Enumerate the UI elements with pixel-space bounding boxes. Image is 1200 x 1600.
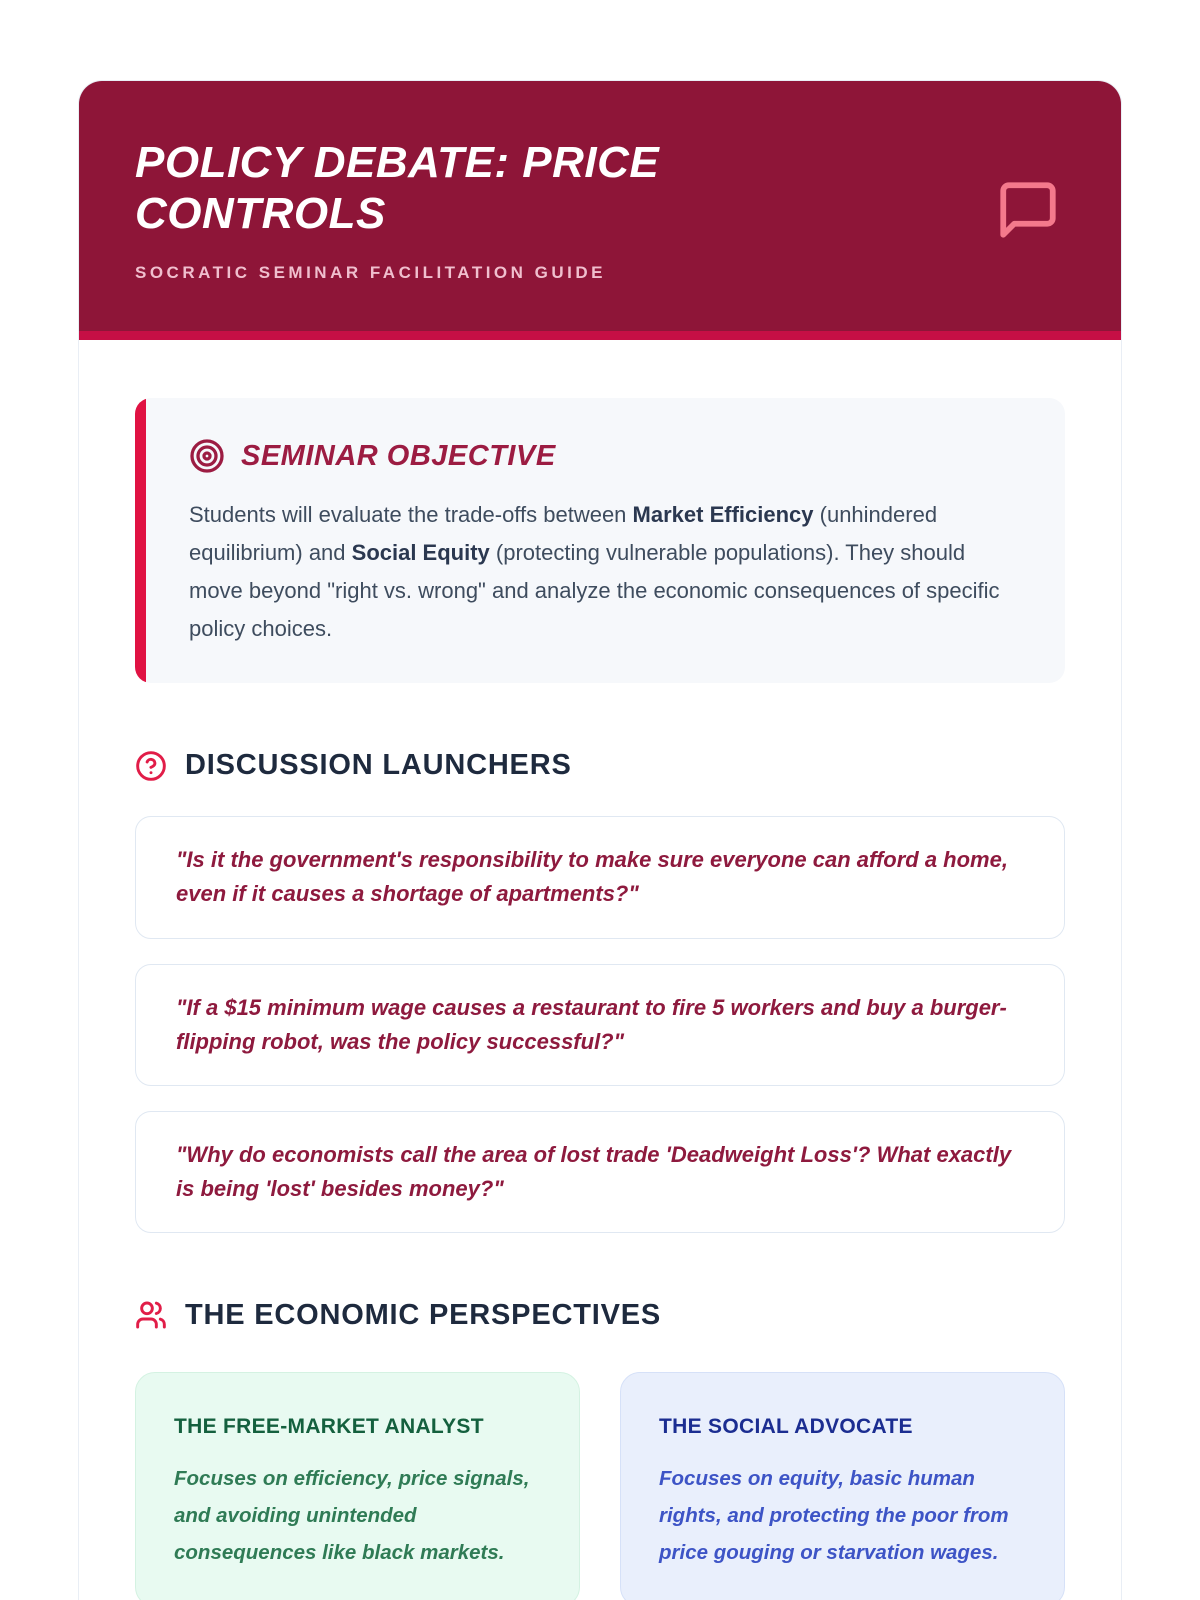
perspective-card-body: Focuses on equity, basic human rights, and protecting the poor from price gouging or starvation wages. xyxy=(659,1466,1009,1564)
section-title-economic-perspectives: THE ECONOMIC PERSPECTIVES xyxy=(185,1298,662,1331)
question-card xyxy=(135,964,1065,1086)
page-subtitle: SOCRATIC SEMINAR FACILITATION GUIDE xyxy=(135,263,606,283)
economic-perspectives-header xyxy=(135,1299,1065,1332)
header-accent-strip xyxy=(79,331,1121,340)
objective-accent-bar xyxy=(135,398,146,683)
speech-bubble-icon xyxy=(995,177,1061,243)
question-text: "Is it the government's responsibility to make sure everyone can afford a home, even if it causes a shortage of apartments?" xyxy=(176,847,1008,907)
objective-title: SEMINAR OBJECTIVE xyxy=(241,439,556,472)
page-title: POLICY DEBATE: PRICE CONTROLS xyxy=(135,138,660,239)
perspective-card-title: THE FREE-MARKET ANALYST xyxy=(174,1414,484,1438)
question-text: "Why do economists call the area of lost trade 'Deadweight Loss'? What exactly is being 'lost' besides money?" xyxy=(176,1141,1012,1201)
perspective-card-title: THE SOCIAL ADVOCATE xyxy=(659,1414,913,1438)
perspective-card-free-market-analyst xyxy=(135,1372,580,1600)
perspective-card-body: Focuses on efficiency, price signals, and avoiding unintended consequences like black markets. xyxy=(174,1466,530,1564)
objective-body-segment: (unhindered equilibrium) and xyxy=(189,502,938,565)
question-circle-icon xyxy=(135,750,167,782)
perspective-card-social-advocate xyxy=(620,1372,1065,1600)
question-card xyxy=(135,816,1065,938)
header xyxy=(79,81,1121,331)
target-icon xyxy=(189,438,225,474)
question-card xyxy=(135,1111,1065,1233)
objective-body-segment-bold: Social Equity xyxy=(351,539,490,565)
page-content xyxy=(79,340,1121,1600)
discussion-launchers-header xyxy=(135,749,1065,782)
section-title-discussion-launchers: DISCUSSION LAUNCHERS xyxy=(185,749,572,782)
perspectives-grid xyxy=(135,1372,1065,1600)
objective-body xyxy=(189,496,1021,647)
seminar-objective-card xyxy=(135,398,1065,683)
users-icon xyxy=(135,1299,167,1331)
objective-body-segment-bold: Market Efficiency xyxy=(632,502,814,528)
page-container xyxy=(78,80,1122,1600)
question-text: "If a $15 minimum wage causes a restaurant to fire 5 workers and buy a burger-flipping robot, was the policy successful?" xyxy=(176,994,1007,1054)
objective-body-segment: (protecting vulnerable populations). They should move beyond "right vs. wrong" and analyze the economic consequences of specific policy choices. xyxy=(189,539,1000,641)
objective-header xyxy=(189,438,1021,474)
objective-body-segment: Students will evaluate the trade-offs between xyxy=(189,502,633,528)
